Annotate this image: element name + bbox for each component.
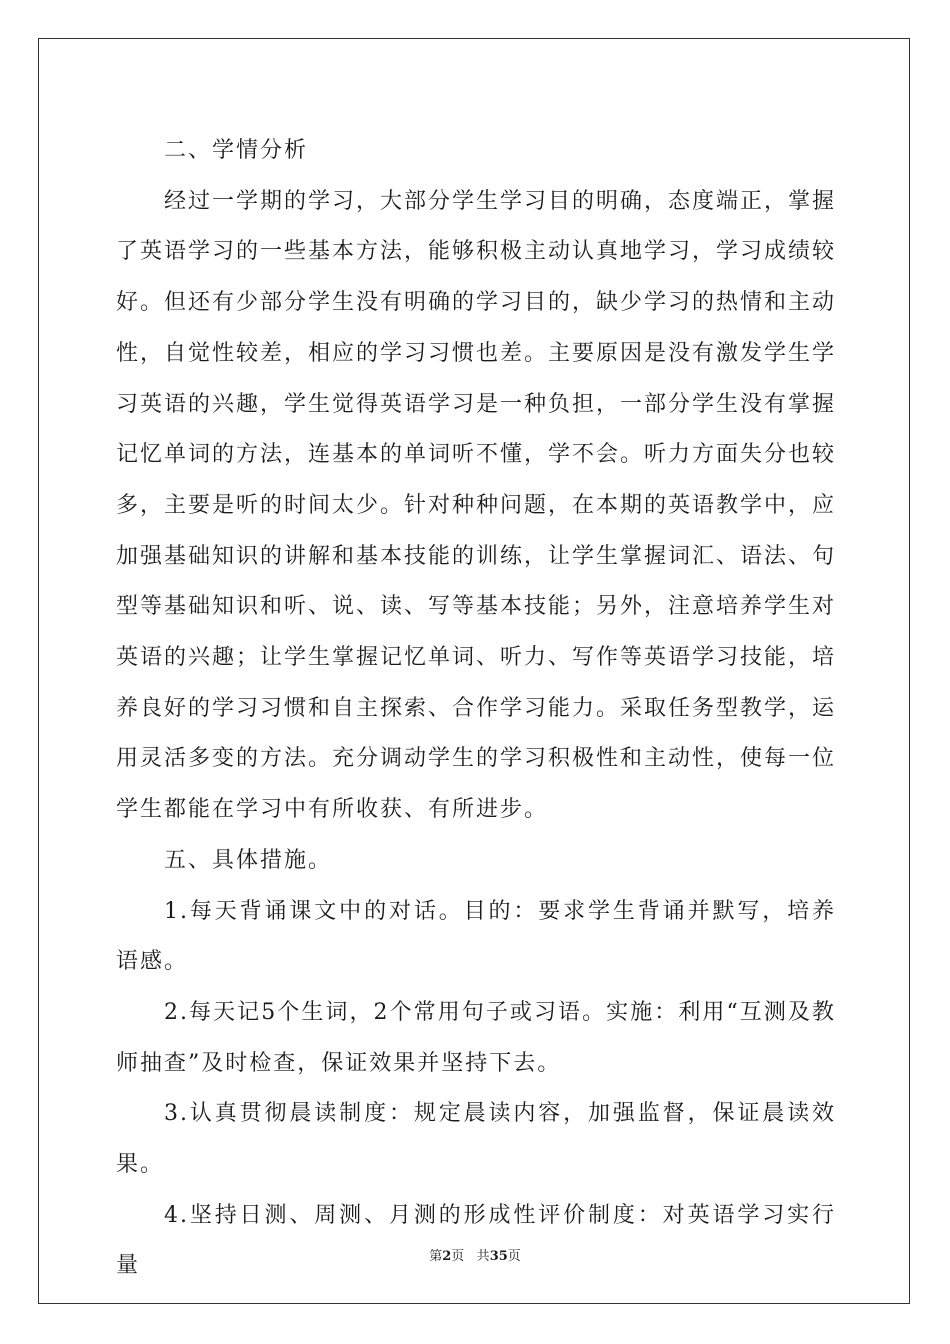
total-suffix: 页 (507, 1249, 521, 1264)
measure-item-3: 3.认真贯彻晨读制度：规定晨读内容，加强监督，保证晨读效果。 (116, 1101, 836, 1178)
total-prefix: 共 (476, 1249, 490, 1264)
page-number: 2 (442, 1249, 452, 1264)
analysis-paragraph: 经过一学期的学习，大部分学生学习目的明确，态度端正，掌握了英语学习的一些基本方法，能够积极主动认真地学习，学习成绩较好。但还有少部分学生没有明确的学习目的，缺少学习的热情和主动性，自觉性较差，相应的学习习惯也差。主要原因是没有激发学生学习英语的兴趣，学生觉得英语学习是一种负担，一部分学生没有掌握记忆单词的方法，连基本的单词听不懂，学不会。听力方面失分也较多，主要是听的时间太少。针对种种问题，在本期的英语教学中，应加强基础知识的讲解和基本技能的训练，让学生掌握词汇、语法、句型等基础知识和听、说、读、写等基本技能；另外，注意培养学生对英语的兴趣；让学生掌握记忆单词、听力、写作等英语学习技能，培养良好的学习习惯和自主探索、合作学习能力。采取任务型教学，运用灵活多变的方法。充分调动学生的学习积极性和主动性，使每一位学生都能在学习中有所收获、有所进步。 (116, 188, 837, 823)
page-prefix: 第 (429, 1249, 443, 1264)
section-heading-analysis: 二、学情分析 (164, 138, 309, 163)
measure-item-4: 4.坚持日测、周测、月测的形成性评价制度：对英语学习实行量 (116, 1202, 836, 1279)
measure-item-2: 2.每天记5个生词，2个常用句子或习语。实施：利用“互测及教师抽查”及时检查，保证效果并坚持下去。 (116, 999, 836, 1076)
page-footer (0, 1249, 950, 1265)
page-suffix: 页 (451, 1249, 465, 1264)
measure-item-1: 1.每天背诵课文中的对话。目的：要求学生背诵并默写，培养语感。 (116, 898, 836, 975)
total-pages: 35 (489, 1249, 508, 1264)
section-heading-measures: 五、具体措施。 (164, 847, 333, 873)
document-body (116, 126, 836, 1292)
